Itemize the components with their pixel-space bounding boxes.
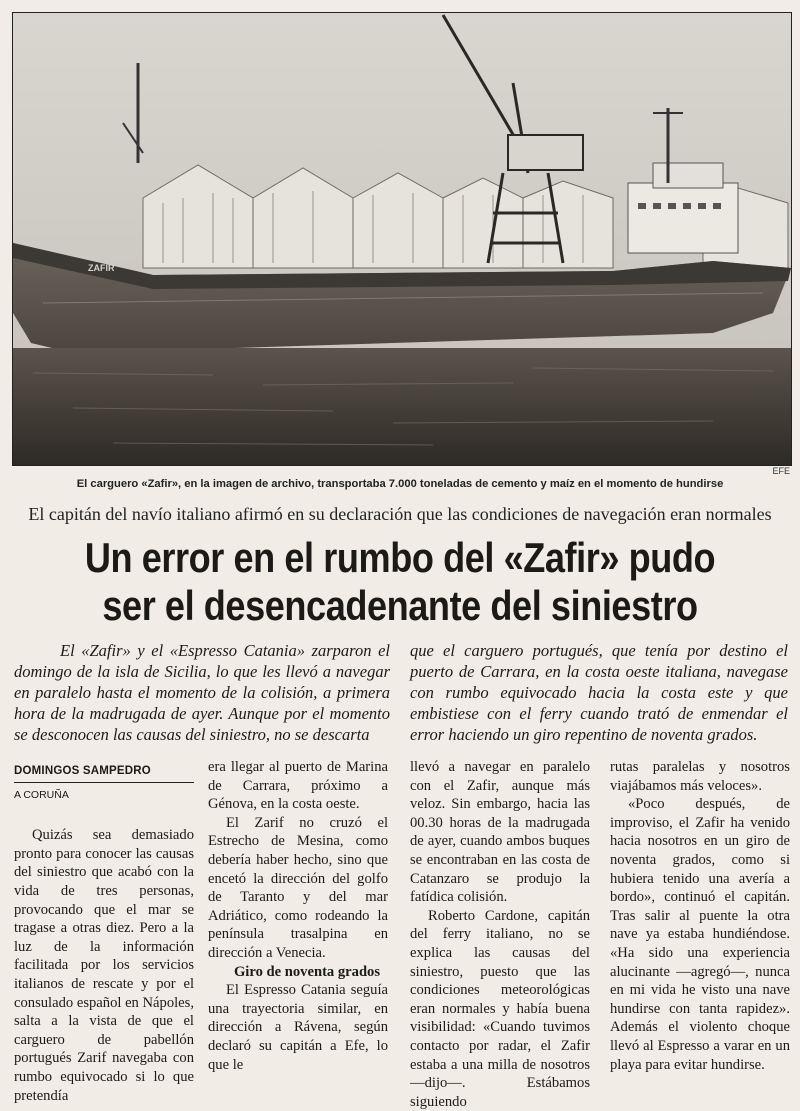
headline-line-1: Un error en el rumbo del «Zafir» pudo	[84, 534, 716, 581]
photo-caption: El carguero «Zafir», en la imagen de archivo, transportaba 7.000 toneladas de cemento y maíz en el momento de hundirse	[76, 478, 724, 490]
section-subtitle: Giro de noventa grados	[233, 963, 381, 980]
headline-line-2: ser el desencadenante del siniestro	[102, 582, 698, 629]
article-subhead: El capitán del navío italiano afirmó en su declaración que las condiciones de navegación eran normales	[28, 504, 772, 524]
hull-name: ZAFIR	[88, 263, 115, 273]
crane-cabin	[508, 135, 583, 170]
paragraph: El Zarif no cruzó el Estrecho de Mesina, como debería haber hecho, sino que encetó la dirección del golfo de Taranto y del mar Adriático, como rodeando la península trasalpina en dirección a Venecia.	[208, 814, 388, 961]
ship-photo	[12, 12, 792, 466]
paragraph: llevó a navegar en paralelo con el Zafir, aunque más veloz. Sin embargo, hacia las 00.30 horas de la madrugada de ayer, cuando ambos buques se encontraban en las costa de Catanzaro se produjo la fatídica colisión.	[410, 759, 590, 906]
column-1	[14, 758, 194, 1105]
lead-right-text: que el carguero portugués, que tenía por destino el puerto de Carrara, en la costa oeste italiana, navegase con rumbo equivocado hacia la costa este y que embistiese con el ferry cuando trató de enmendar el error haciendo un giro repentino de noventa grados.	[410, 641, 788, 744]
paragraph: Quizás sea demasiado pronto para conocer las causas del siniestro que acabó con la vida de tres personas, provocando que el mar se tragase a otras diez. Pero a la luz de la información facilitada por los servicios italianos de rescate y por el consulado español en Nápoles, salta a la vista de que el carguero de pabellón portugués Zarif navegaba con rumbo equivocado si lo que pretendía	[14, 827, 194, 1104]
ship-illustration	[13, 13, 791, 465]
harbor-water	[13, 348, 791, 465]
photo-credit: EFE	[772, 466, 790, 476]
byline-author: DOMINGOS SAMPEDRO	[14, 762, 194, 783]
byline-location: A CORUÑA	[14, 788, 69, 801]
paragraph: rutas paralelas y nosotros viajábamos más veloces».	[610, 759, 790, 794]
column-2	[208, 758, 388, 1074]
paragraph: El Espresso Catania seguía una trayectoria similar, en dirección a Rávena, según declaró su capitán a Efe, lo que le	[208, 982, 388, 1073]
article-headline	[0, 534, 800, 630]
lead-right	[410, 640, 788, 745]
column-4	[610, 758, 790, 1074]
column-3	[410, 758, 590, 1111]
paragraph: era llegar al puerto de Marina de Carrara, próximo a Génova, en la costa oeste.	[208, 759, 388, 813]
paragraph: «Poco después, de improviso, el Zafir ha venido hacia nosotros en un giro de noventa grados, como si hubiera tenido una avería a bordo», continuó el capitán. Tras salir al puente la otra nave ya estaba hundiéndose. «Ha sido una experiencia alucinante —agregó—, nunca en mi vida he visto una nave hundirse con tanta rapidez». Además el violento choque llevó al Espresso a varar en un playa para evitar hundirse.	[610, 796, 790, 1073]
lead-left	[14, 640, 390, 745]
lead-left-text: El «Zafir» y el «Espresso Catania» zarparon el domingo de la isla de Sicilia, lo que les llevó a navegar en paralelo hasta el momento de la colisión, a primera hora de la madrugada de ayer. Aunque por el momento se desconocen las causas del siniestro, no se descarta	[14, 641, 390, 744]
paragraph: Roberto Cardone, capitán del ferry italiano, no se explica las causas del siniestro, puesto que las condiciones meteorológicas eran normales y había buena visibilidad: «Cuando tuvimos contacto por radar, el Zafir estaba a una milla de nosotros —dijo—. Estábamos siguiendo	[410, 907, 590, 1110]
